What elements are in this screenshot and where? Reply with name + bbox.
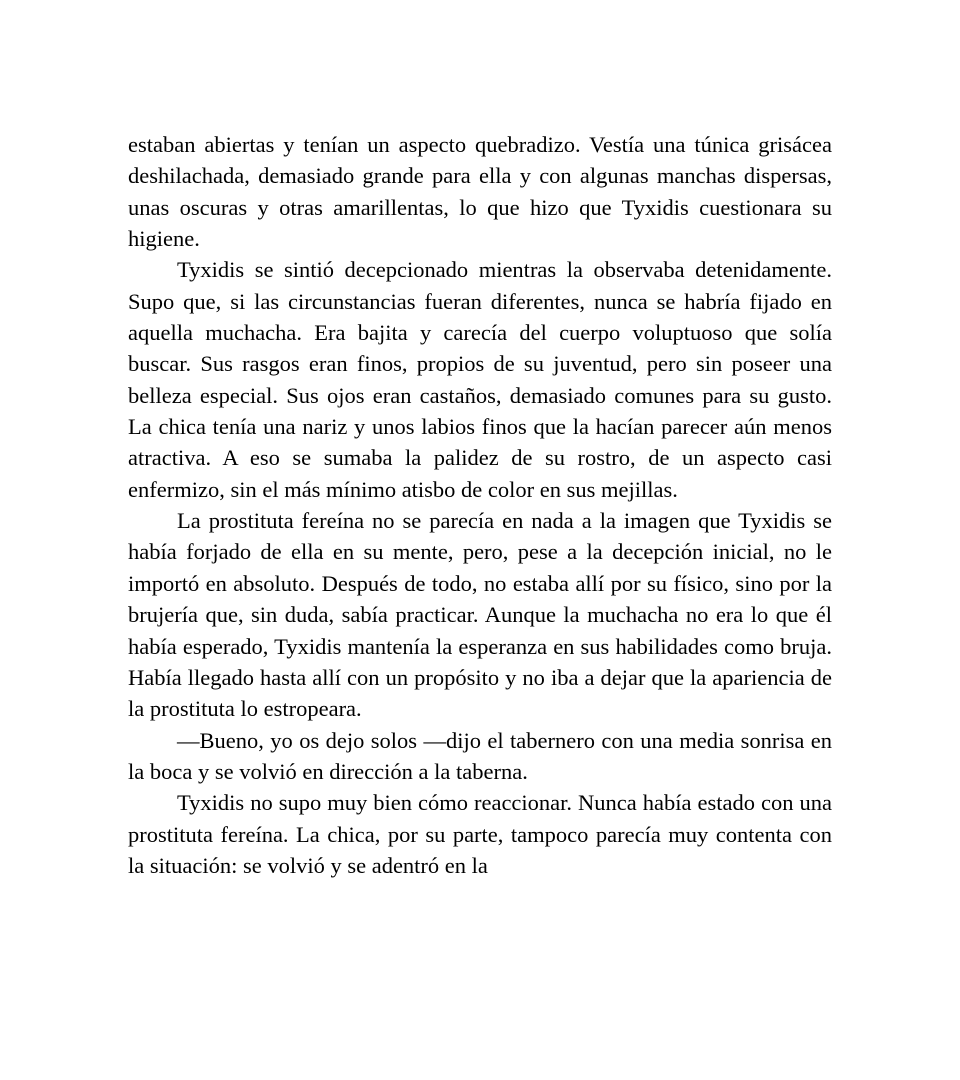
paragraph-4: —Bueno, yo os dejo solos —dijo el tabernero con una media sonrisa en la boca y se volvió en dirección a la taberna. (128, 727, 832, 784)
text-block (128, 129, 832, 881)
paragraph-2: Tyxidis se sintió decepcionado mientras la observaba detenidamente. Supo que, si las circunstancias fueran diferentes, nunca se habría fijado en aquella muchacha. Era bajita y carecía del cuerpo voluptuoso que solía buscar. Sus rasgos eran finos, propios de su juventud, pero sin poseer una belleza especial. Sus ojos eran castaños, demasiado comunes para su gusto. La chica tenía una nariz y unos labios finos que la hacían parecer aún menos atractiva. A eso se sumaba la palidez de su rostro, de un aspecto casi enfermizo, sin el más mínimo atisbo de color en sus mejillas. (128, 257, 832, 502)
paragraph-3: La prostituta fereína no se parecía en nada a la imagen que Tyxidis se había forjado de ella en su mente, pero, pese a la decepción inicial, no le importó en absoluto. Después de todo, no estaba allí por su físico, sino por la brujería que, sin duda, sabía practicar. Aunque la muchacha no era lo que él había esperado, Tyxidis mantenía la esperanza en sus habilidades como bruja. Había llegado hasta allí con un propósito y no iba a dejar que la apariencia de la prostituta lo estropeara. (128, 508, 832, 722)
paragraph-1: estaban abiertas y tenían un aspecto quebradizo. Vestía una túnica grisácea deshilachada, demasiado grande para ella y con algunas manchas dispersas, unas oscuras y otras amarillentas, lo que hizo que Tyxidis cuestionara su higiene. (128, 132, 832, 252)
paragraph-5: Tyxidis no supo muy bien cómo reaccionar. Nunca había estado con una prostituta fereína. La chica, por su parte, tampoco parecía muy contenta con la situación: se volvió y se adentró en la (128, 790, 832, 878)
